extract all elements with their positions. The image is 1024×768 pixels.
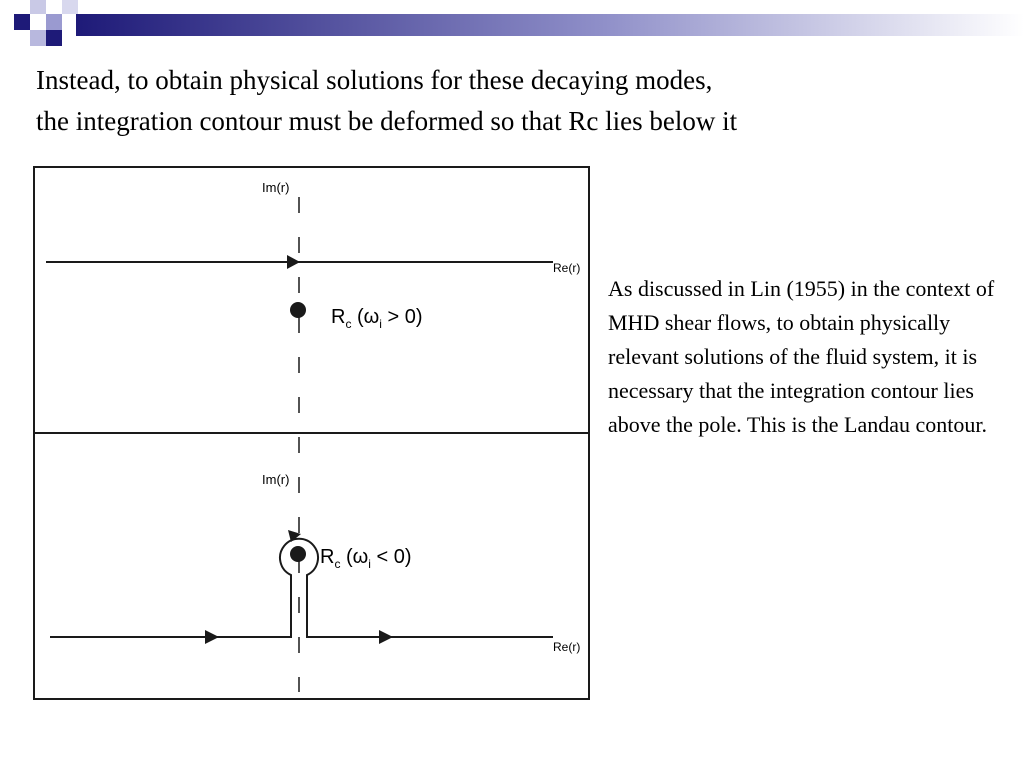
imag-axis-label: Im(r) [262,472,290,487]
real-axis-label: Re(r) [553,640,581,654]
pole-condition-label: $R_c$ $(\omega_i < 0)$ [320,546,412,571]
side-explanation-text: As discussed in Lin (1955) in the context of MHD shear flows, to obtain physically relevant solutions of the fluid system, it is necessary that the integration contour lies above the pole. This is the Landau contour. [608,276,995,437]
real-axis-label: Re(r) [553,261,581,275]
contour-arrow-icon [379,630,393,644]
pole-dot-icon [290,546,306,562]
bottom-panel [50,472,580,654]
contour-arrow-icon [287,255,300,269]
top-panel [46,180,580,331]
pole-condition-label: $R_c$ $(\omega_i > 0)$ [331,306,423,331]
imag-axis-label: Im(r) [262,180,290,195]
contour-arrow-icon [205,630,219,644]
slide-title-line: Instead, to obtain physical solutions for these decaying modes, [36,65,713,95]
pole-dot-icon [290,302,306,318]
slide-title-line: the integration contour must be deformed so that Rc lies below it [36,106,738,136]
